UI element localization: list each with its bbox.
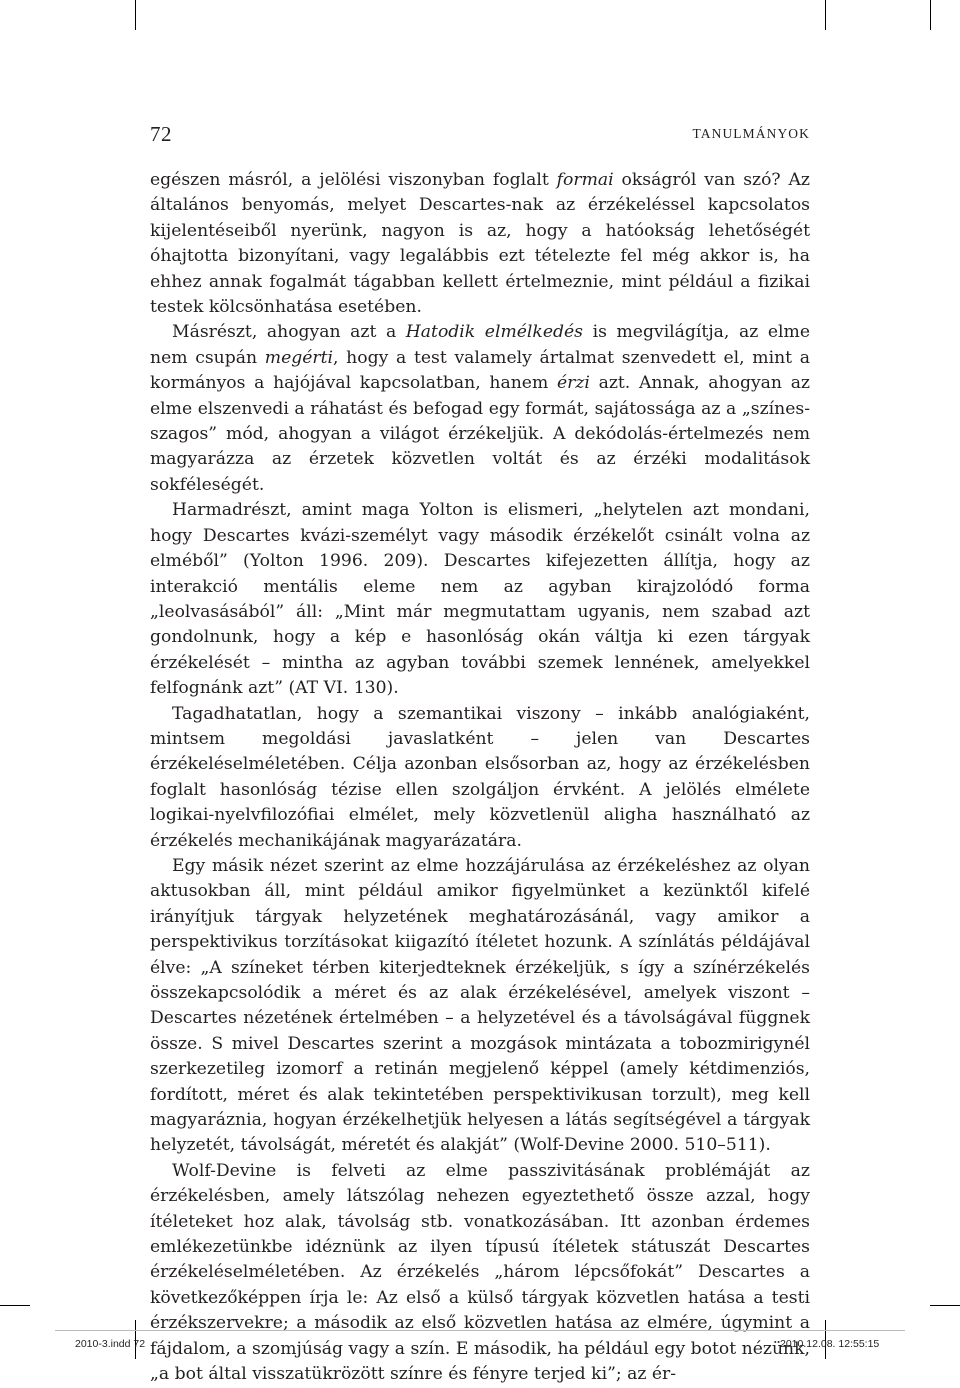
paragraph bbox=[150, 702, 810, 854]
paragraph bbox=[150, 498, 810, 701]
paragraph bbox=[150, 854, 810, 1159]
paragraph bbox=[150, 168, 810, 320]
paragraph-text: , hogy a test valamely ártalmat szenvedett el, mint a kormányos a hajójával kapcsolatban, hanem bbox=[150, 347, 810, 394]
file-slug: 2010-3.indd 72 bbox=[75, 1338, 146, 1350]
paragraph-text: is megvilágítja, az elme nem csupán bbox=[150, 322, 810, 368]
crop-mark-right-bottom bbox=[930, 1305, 960, 1306]
paragraph bbox=[150, 1159, 810, 1388]
paragraph-text: okságról van szó? Az általános benyomás, melyet Descartes-nak az érzékeléssel kapcsolatos kijelentéseiből nyerünk, nagyon is az, hogy a hatóokság lehetőségét óhajtotta bizonyítani, vagy legalábbis ezt tételezte fel még akkor is, ha ehhez annak fogalmát tágabban kellett értelmeznie, mint például a fizikai testek kölcsönhatása esetében. bbox=[150, 170, 810, 318]
paragraph-text: Wolf-Devine is felveti az elme passzivitásának problémáját az érzékelésben, amely látszólag nehezen egyeztethető össze azzal, hogy ítéleteket hoz alak, távolság stb. vonatkozásában. Itt azonban érdemes emlékezetünkbe idéznünk az ilyen típusú ítéletek státuszát Descartes érzékeléselméletében. Az érzékelés „három lépcsőfokát” Descartes a következőképpen írja le: Az első a külső tárgyak közvetlen hatása a testi érzékszervekre; a második az első közvetlen hatása az elmére, úgymint a fájdalom, a szomjúság vagy a szín. E második, ha például egy botot nézünk, „a bot által visszatükrözött színre és fényre terjed ki”; az ér- bbox=[150, 1160, 810, 1385]
italic-text: formai bbox=[556, 170, 614, 190]
running-head: TANULMÁNYOK bbox=[692, 126, 810, 141]
paragraph bbox=[150, 320, 810, 498]
paragraph-text: Egy másik nézet szerint az elme hozzájárulása az érzékeléshez az olyan aktusokban áll, mint például amikor figyelmünket a kezünktől kifelé irányítjuk tárgyak helyzetének meghatározásánál, vagy amikor a perspektivikus torzításokat kiigazító ítéletet hozunk. A színlátás példájával élve: „A színeket térben kiterjedteknek érzékeljük, s így a színérzékelés összekapcsolódik a méret és az alak érzékelésével, amelyek viszont – Descartes nézetének értelmében – a helyzetével és a távolságával függnek össze. S mivel Descartes szerint a mozgások mintázata a tobozmirigynél szerkezetileg izomorf a retinán megjelenő képpel (amely kétdimenziós, fordított, méret és alak tekintetében perspektivikusan torzult), meg kell magyaráznia, hogyan érzékelhetjük helyesen a látás segítségével a tárgyak helyzetét, távolságát, méretét és alakját” (Wolf-Devine 2000. 510–511). bbox=[150, 855, 810, 1156]
article-body bbox=[150, 168, 810, 1388]
crop-mark-top-right bbox=[825, 0, 826, 30]
date-slug: 2010.12.08. 12:55:15 bbox=[780, 1338, 880, 1350]
paragraph-text: Harmadrészt, amint maga Yolton is elismeri, „helytelen azt mondani, hogy Descartes kvázi-személyt vagy második érzékelőt csinált volna az elméből” (Yolton 1996. 209). Descartes kifejezetten állítja, hogy az interakció mentális eleme nem az agyban kirajzolódó forma „leolvasásából” áll: „Mint már megmutattam ugyanis, nem szabad azt gondolnunk, hogy a kép e hasonlóság okán váltja ki ezen tárgyak érzékelését – mintha az agyban további szemek lennének, amelyekkel felfognánk azt” (AT VI. 130). bbox=[150, 500, 810, 699]
paragraph-text: Másrészt, ahogyan azt a bbox=[172, 322, 406, 343]
italic-text: megérti bbox=[264, 347, 334, 368]
crop-mark-left-bottom bbox=[0, 1305, 30, 1306]
paragraph-text: Tagadhatatlan, hogy a szemantikai viszony – inkább analógiaként, mintsem megoldási javaslatként – jelen van Descartes érzékeléselméletében. Célja azonban elsősorban az, hogy az érzékelésben foglalt hasonlóság tézise ellen szolgáljon érvként. A jelölés elmélete logikai-nyelvfilozófiai elmélet, mely közvetlenül aligha használható az érzékelés mechanikájának magyarázatára. bbox=[150, 703, 810, 851]
paragraph-text: azt. Annak, ahogyan az elme elszenvedi a ráhatást és befogad egy formát, sajátossága az a „színes-szagos” mód, ahogyan a világot érzékeljük. A dekódolás-értelmezés nem magyarázza az érzetek közvetlen voltát és az érzéki modalitások sokféleségét. bbox=[150, 373, 810, 495]
print-slug-line bbox=[55, 1330, 905, 1351]
page-header bbox=[150, 122, 810, 148]
italic-text: Hatodik elmélkedés bbox=[405, 322, 584, 343]
page-number: 72 bbox=[150, 122, 172, 146]
italic-text: érzi bbox=[556, 373, 590, 394]
crop-mark-right-top bbox=[930, 0, 931, 30]
crop-mark-top-left bbox=[135, 0, 136, 30]
paragraph-text: egészen másról, a jelölési viszonyban foglalt bbox=[150, 170, 557, 190]
